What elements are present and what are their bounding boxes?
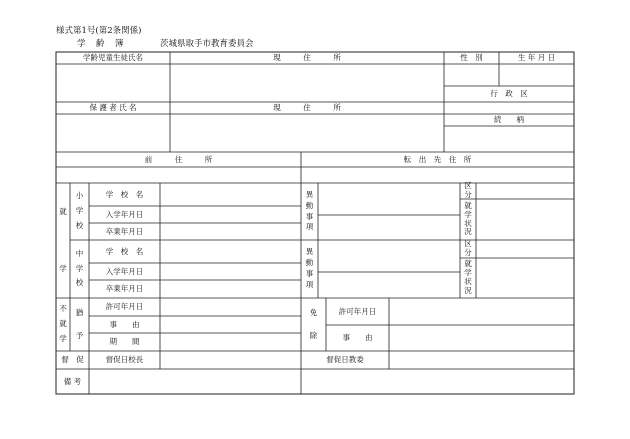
enrollment-group-label-top: 就 xyxy=(59,207,67,217)
junior-high-enrollment-status-label: 就 学 状 況 xyxy=(464,259,472,295)
junior-high-category-label: 区 分 xyxy=(464,239,472,257)
previous-address-label: 前 住 所 xyxy=(144,154,213,164)
elementary-enrollment-status-label: 就 学 状 況 xyxy=(464,200,472,237)
child-name-label: 学齢児童生徒氏名 xyxy=(83,53,143,63)
urging-label: 督 促 xyxy=(61,355,84,365)
board-urging-date-label: 督促日教委 xyxy=(326,355,364,365)
elementary-entry-date-label: 入学年月日 xyxy=(105,209,144,219)
deferral-reason-label: 事 由 xyxy=(109,319,140,329)
guardian-name-label: 保 護 者 氏 名 xyxy=(89,103,137,113)
exemption-reason-label: 事 由 xyxy=(342,333,373,343)
elementary-school-name-label: 学 校 名 xyxy=(105,189,144,199)
principal-urging-date-label: 督促日校長 xyxy=(105,355,144,365)
exemption-label: 免 除 xyxy=(309,307,318,340)
exemption-permit-date-label: 許可年月日 xyxy=(338,306,377,316)
elementary-change-items-label: 異 動 事 項 xyxy=(305,189,314,232)
birthdate-label: 生 年 月 日 xyxy=(517,53,556,63)
district-label: 行 政 区 xyxy=(490,89,528,99)
junior-high-change-items-label: 異 動 事 項 xyxy=(305,247,314,289)
deferral-permit-date-label: 許可年月日 xyxy=(105,302,144,312)
gender-label: 性 別 xyxy=(460,53,483,63)
deferral-label: 猶 予 xyxy=(75,307,84,340)
elementary-school-label: 小 学 校 xyxy=(75,191,84,230)
child-address-label: 現 住 所 xyxy=(273,53,341,63)
non-attendance-label: 不 就 学 xyxy=(59,304,67,343)
register-title: 学 齢 簿 xyxy=(77,39,125,49)
junior-high-entry-date-label: 入学年月日 xyxy=(105,266,144,276)
issuer-name: 茨城県取手市教育委員会 xyxy=(160,39,254,49)
moved-to-address-label: 転 出 先 住 所 xyxy=(403,154,472,164)
junior-high-graduation-date-label: 卒業年月日 xyxy=(105,284,144,294)
remarks-label: 備 考 xyxy=(63,376,82,386)
form-number: 様式第1号(第2条関係) xyxy=(56,26,142,36)
elementary-category-label: 区 分 xyxy=(464,181,472,199)
junior-high-school-label: 中 学 校 xyxy=(75,248,84,288)
relation-label: 続 柄 xyxy=(494,115,524,125)
guardian-address-label: 現 住 所 xyxy=(273,103,341,113)
enrollment-group-label-bottom: 学 xyxy=(59,264,67,274)
junior-high-school-name-label: 学 校 名 xyxy=(105,246,144,256)
elementary-graduation-date-label: 卒業年月日 xyxy=(105,226,144,236)
deferral-period-label: 期 間 xyxy=(109,337,140,347)
